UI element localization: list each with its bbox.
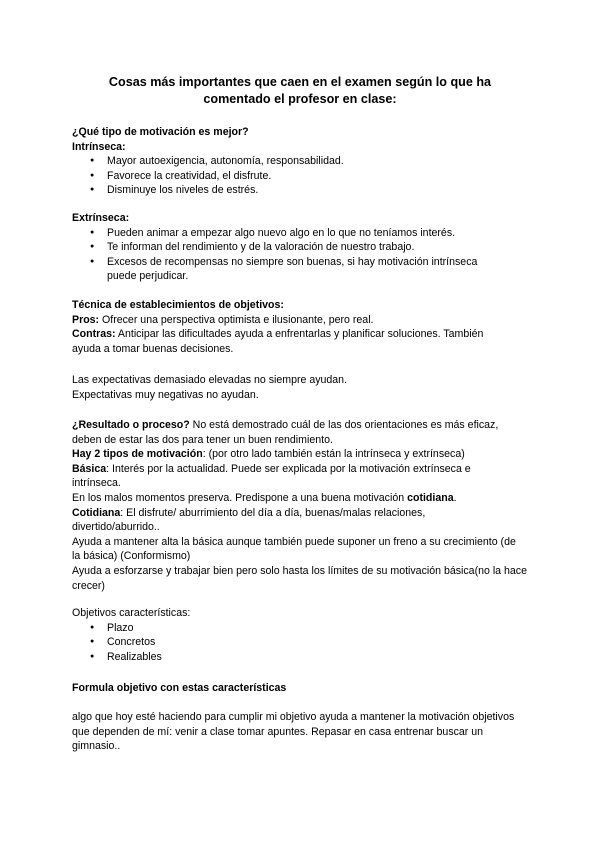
formula-body: [72, 710, 522, 754]
list-item: ● Disminuye los niveles de estrés.: [72, 183, 532, 198]
objectives-heading: Objetivos características:: [72, 607, 191, 619]
basica-line: Básica: Interés por la actualidad. Puede ser explicada por la motivación extrínseca e intrínseca.: [72, 462, 471, 490]
result-question: ¿Resultado o proceso? No está demostrado cuál de las dos orientaciones es más eficaz, deben de estar las dos para tener un buen rendimiento.: [72, 419, 499, 446]
contras-line: Contras: Anticipar las dificultades ayuda a enfrentarlas y planificar soluciones. También ayuda a tomar buenas decisiones.: [72, 328, 484, 355]
formula-section: [72, 681, 532, 696]
motivation-types-line: Hay 2 tipos de motivación: (por otro lado también están la intrínseca y extrínseca): [72, 448, 465, 461]
formula-text: algo que hoy esté haciendo para cumplir mi objetivo ayuda a mantener la motivación objetivos que dependen de mí: venir a clase tomar apuntes. Repasar en casa entrenar buscar un gimnasio..: [72, 711, 515, 753]
list-item: ● Mayor autoexigencia, autonomía, responsabilidad.: [72, 154, 532, 169]
intrinsic-heading: Intrínseca:: [72, 140, 126, 153]
title-line-1: Cosas más importantes que caen en el examen según lo que ha: [108, 75, 492, 89]
list-item: ● Pueden animar a empezar algo nuevo algo en lo que no teníamos interés.: [72, 226, 532, 241]
extrinsic-list: [72, 226, 532, 284]
list-item: ● Te informan del rendimiento y de la valoración de nuestro trabajo.: [72, 240, 532, 255]
help-line-1: Ayuda a mantener alta la básica aunque también puede suponer un freno a su crecimiento (de la básica) (Conformismo): [72, 535, 516, 563]
list-item: ● Realizables: [72, 650, 532, 665]
objectives-list: [72, 621, 532, 665]
list-item: ● Favorece la creatividad, el disfrute.: [72, 169, 532, 184]
intrinsic-list: [72, 154, 532, 198]
extrinsic-section: [72, 211, 532, 284]
bad-moments-line: En los malos momentos preserva. Predispone a una buena motivación cotidiana.: [72, 491, 457, 504]
pros-line: Pros: Ofrecer una perspectiva optimista e ilusionante, pero real.: [72, 313, 374, 326]
list-item: ● Plazo: [72, 621, 532, 636]
motivation-question: ¿Qué tipo de motivación es mejor?: [72, 126, 249, 138]
cotidiana-line: Cotidiana: El disfrute/ aburrimiento del día a día, buenas/malas relaciones, divertido/aburrido..: [72, 506, 426, 534]
expectations-block: [72, 373, 532, 402]
document-title: [80, 74, 520, 108]
list-item: ● Concretos: [72, 635, 532, 650]
technique-heading: Técnica de establecimientos de objetivos:: [72, 299, 284, 311]
list-item: ● Excesos de recompensas no siempre son buenas, si hay motivación intrínseca puede perjudicar.: [72, 255, 507, 284]
title-line-2: comentado el profesor en clase:: [203, 92, 397, 106]
extrinsic-heading: Extrínseca:: [72, 212, 130, 224]
expectations-line-2: Expectativas muy negativas no ayudan.: [72, 388, 259, 401]
objectives-section: [72, 606, 532, 664]
formula-heading: Formula objetivo con estas características: [72, 682, 287, 694]
expectations-line-1: Las expectativas demasiado elevadas no siempre ayudan.: [72, 374, 348, 386]
help-line-2: Ayuda a esforzarse y trabajar bien pero solo hasta los límites de su motivación básica(no la hace crecer): [72, 564, 527, 592]
technique-section: [72, 298, 532, 356]
result-section: [72, 418, 527, 593]
motivation-section: [72, 125, 532, 198]
